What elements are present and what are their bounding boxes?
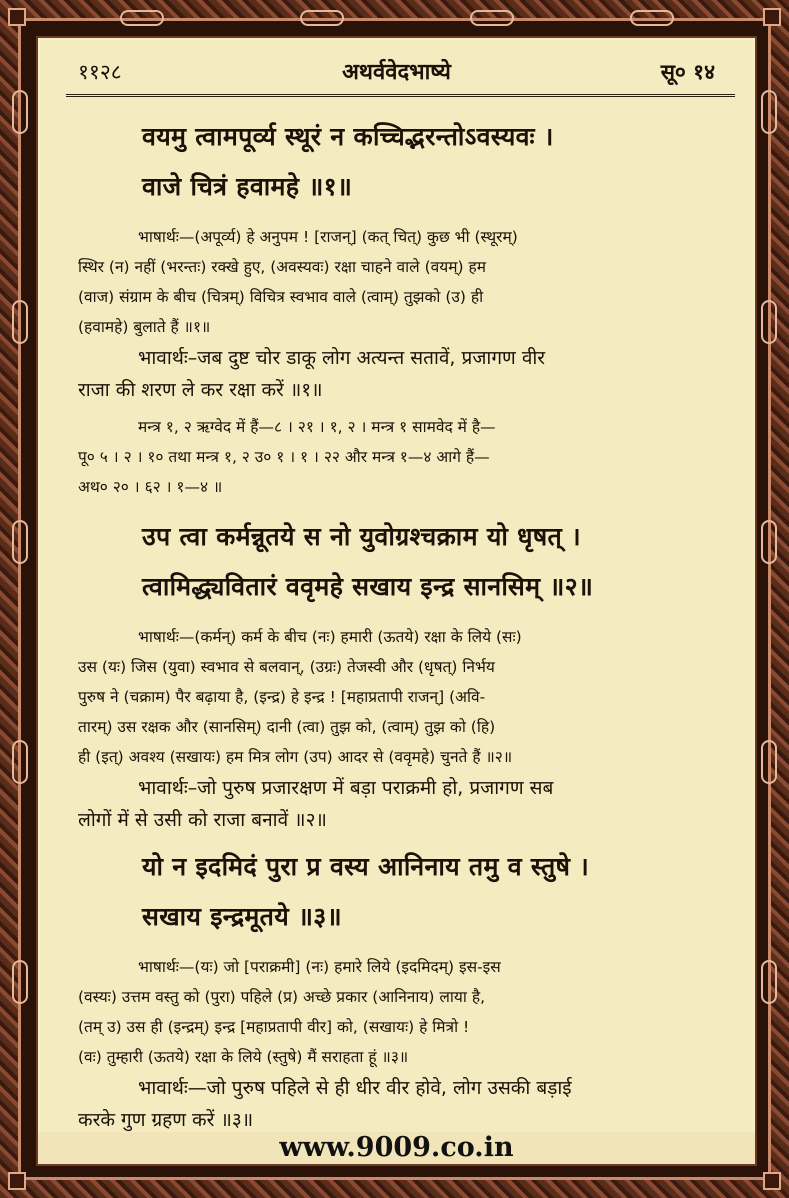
scroll-ornament-icon bbox=[761, 520, 777, 564]
text-line: (वाज) संग्राम के बीच (चित्रम्) विचित्र स्वभाव वाले (त्वाम्) तुझको (उ) ही bbox=[78, 288, 484, 306]
corner-ornament-icon bbox=[8, 8, 26, 26]
page-number: ११२८ bbox=[78, 60, 122, 84]
bhavartha-1 bbox=[38, 342, 755, 406]
corner-ornament-icon bbox=[8, 1172, 26, 1190]
scroll-ornament-icon bbox=[630, 10, 674, 26]
text-line: तारम्) उस रक्षक और (सानसिम्) दानी (त्वा) तुझ को, (त्वाम्) तुझ को (हि) bbox=[78, 718, 496, 736]
mantra-line: उप त्वा कर्मन्नूतये स नो युवोग्रश्चक्राम यो धृषत् । bbox=[142, 522, 581, 551]
reference-note-1 bbox=[38, 412, 755, 502]
text-line: स्थिर (न) नहीं (भरन्तः) रक्खे हुए, (अवस्यवः) रक्षा चाहने वाले (वयम्) हम bbox=[78, 258, 486, 276]
text-line: राजा की शरण ले कर रक्षा करें ॥१॥ bbox=[78, 379, 323, 401]
mantra-1 bbox=[38, 112, 755, 212]
scroll-ornament-icon bbox=[761, 90, 777, 134]
book-title: अथर्ववेदभाष्ये bbox=[342, 59, 451, 85]
mantra-line: वाजे चित्रं हवामहे ॥१॥ bbox=[142, 172, 353, 201]
bhavartha-2 bbox=[38, 772, 755, 836]
scroll-ornament-icon bbox=[12, 300, 28, 344]
website-url-link[interactable]: www.9009.co.in bbox=[38, 1132, 755, 1166]
text-line: भावार्थः—जो पुरुष पहिले से ही धीर वीर होवे, लोग उसकी बड़ाई bbox=[138, 1077, 572, 1099]
text-line: पू० ५ । २ । १० तथा मन्त्र १, २ उ० १ । १ । २२ और मन्त्र १—४ आगे हैं— bbox=[78, 448, 490, 466]
scroll-ornament-icon bbox=[761, 740, 777, 784]
page-header bbox=[38, 52, 755, 88]
bhavartha-3 bbox=[38, 1072, 755, 1136]
text-line: भावार्थः–जब दुष्ट चोर डाकू लोग अत्यन्त सतावें, प्रजागण वीर bbox=[138, 347, 546, 369]
text-line: लोगों में से उसी को राजा बनावें ॥२॥ bbox=[78, 809, 327, 831]
scroll-ornament-icon bbox=[761, 960, 777, 1004]
mantra-line: वयमु त्वामपूर्व्य स्थूरं न कच्चिद्भरन्तोऽवस्यवः । bbox=[142, 122, 554, 151]
scroll-ornament-icon bbox=[300, 10, 344, 26]
scroll-ornament-icon bbox=[120, 10, 164, 26]
text-line: (हवामहे) बुलाते हैं ॥१॥ bbox=[78, 318, 211, 336]
text-line: (वः) तुम्हारी (ऊतये) रक्षा के लिये (स्तुषे) मैं सराहता हूं ॥३॥ bbox=[78, 1048, 409, 1066]
text-line: पुरुष ने (चक्राम) पैर बढ़ाया है, (इन्द्र) हे इन्द्र ! [महाप्रतापी राजन्] (अवि- bbox=[78, 688, 486, 706]
text-line: उस (यः) जिस (युवा) स्वभाव से बलवान्, (उग्रः) तेजस्वी और (धृषत्) निर्भय bbox=[78, 658, 495, 676]
scroll-ornament-icon bbox=[12, 740, 28, 784]
mantra-2 bbox=[38, 512, 755, 612]
text-line: भावार्थः–जो पुरुष प्रजारक्षण में बड़ा पराक्रमी हो, प्रजागण सब bbox=[138, 777, 554, 799]
scroll-ornament-icon bbox=[12, 520, 28, 564]
text-line: करके गुण ग्रहण करें ॥३॥ bbox=[78, 1109, 254, 1131]
scroll-ornament-icon bbox=[12, 90, 28, 134]
text-line: ही (इत्) अवश्य (सखायः) हम मित्र लोग (उप) आदर से (ववृमहे) चुनते हैं ॥२॥ bbox=[78, 748, 513, 766]
text-line: भाषार्थः—(यः) जो [पराक्रमी] (नः) हमारे लिये (इदमिदम्) इस-इस bbox=[138, 958, 501, 976]
text-line: भाषार्थः—(कर्मन्) कर्म के बीच (नः) हमारी (ऊतये) रक्षा के लिये (सः) bbox=[138, 628, 522, 646]
sukta-label: सू० १४ bbox=[660, 59, 715, 84]
text-line: अथ० २० । ६२ । १—४ ॥ bbox=[78, 478, 223, 496]
text-line: भाषार्थः—(अपूर्व्य) हे अनुपम ! [राजन्] (कत् चित्) कुछ भी (स्थूरम्) bbox=[138, 228, 518, 246]
text-line: (वस्यः) उत्तम वस्तु को (पुरा) पहिले (प्र) अच्छे प्रकार (आनिनाय) लाया है, bbox=[78, 988, 485, 1006]
scroll-ornament-icon bbox=[470, 10, 514, 26]
scroll-ornament-icon bbox=[12, 960, 28, 1004]
mantra-line: त्वामिद्ध्यवितारं ववृमहे सखाय इन्द्र सानसिम् ॥२॥ bbox=[142, 572, 594, 601]
corner-ornament-icon bbox=[763, 8, 781, 26]
scroll-ornament-icon bbox=[761, 300, 777, 344]
mantra-line: सखाय इन्द्रमूतये ॥३॥ bbox=[142, 902, 342, 931]
page-body bbox=[38, 112, 755, 1136]
bhashartha-1 bbox=[38, 222, 755, 342]
mantra-line: यो न इदमिदं पुरा प्र वस्य आनिनाय तमु व स्तुषे । bbox=[142, 852, 590, 881]
text-line: (तम् उ) उस ही (इन्द्रम्) इन्द्र [महाप्रतापी वीर] को, (सखायः) हे मित्रो ! bbox=[78, 1018, 470, 1036]
bhashartha-3 bbox=[38, 952, 755, 1072]
text-line: मन्त्र १, २ ऋग्वेद में हैं—८ । २१ । १, २ । मन्त्र १ सामवेद में है— bbox=[138, 418, 496, 436]
corner-ornament-icon bbox=[763, 1172, 781, 1190]
bhashartha-2 bbox=[38, 622, 755, 772]
document-page bbox=[36, 36, 757, 1166]
mantra-3 bbox=[38, 842, 755, 942]
header-divider bbox=[66, 94, 735, 97]
